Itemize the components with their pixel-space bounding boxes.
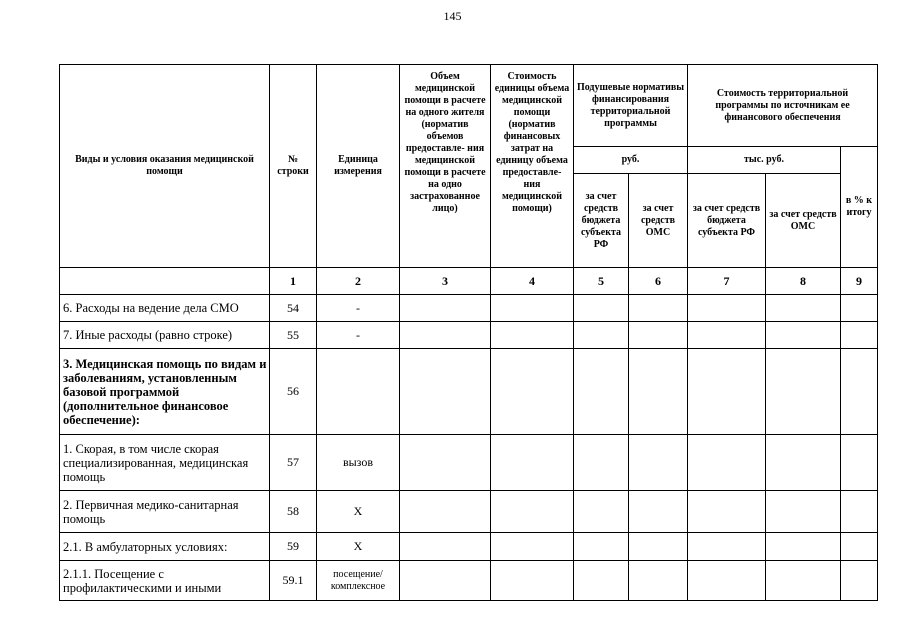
header-budget-rf-2: за счет средств бюджета субъекта РФ [688, 174, 766, 268]
row-number: 54 [270, 295, 317, 322]
row-number: 56 [270, 349, 317, 435]
table-row [60, 533, 878, 561]
header-thous-rub: тыс. руб. [688, 147, 841, 174]
table-row [60, 561, 878, 601]
column-number: 3 [400, 268, 491, 295]
row-unit: - [317, 295, 400, 322]
column-number: 8 [766, 268, 841, 295]
header-rub: руб. [574, 147, 688, 174]
column-number: 7 [688, 268, 766, 295]
column-number: 4 [491, 268, 574, 295]
header-oms: за счет средств ОМС [629, 174, 688, 268]
row-label: 1. Скорая, в том числе скорая специализированная, медицинская помощь [60, 435, 270, 491]
table-row [60, 322, 878, 349]
header-row-number: № строки [270, 65, 317, 268]
row-unit: - [317, 322, 400, 349]
column-number-blank [60, 268, 270, 295]
column-number: 5 [574, 268, 629, 295]
row-number: 57 [270, 435, 317, 491]
row-unit: посещение/ комплексное [317, 561, 400, 601]
table-row [60, 491, 878, 533]
header-cost: Стоимость единицы объема медицинской помощи (норматив финансовых затрат на единицу объема предоставле- ния медицинской помощи) [491, 65, 574, 268]
row-label: 7. Иные расходы (равно строке) [60, 322, 270, 349]
column-number: 9 [841, 268, 878, 295]
column-number: 2 [317, 268, 400, 295]
header-percent: в % к итогу [841, 147, 878, 268]
header-territorial-cost: Стоимость территориальной программы по источникам ее финансового обеспечения [688, 65, 878, 147]
row-label: 6. Расходы на ведение дела СМО [60, 295, 270, 322]
row-number: 59.1 [270, 561, 317, 601]
header-volume: Объем медицинской помощи в расчете на одного жителя (норматив объемов предоставле- ния медицинской помощи в расчете на одно застрахованное лицо) [400, 65, 491, 268]
table-row [60, 349, 878, 435]
row-unit [317, 349, 400, 435]
header-unit: Единица измерения [317, 65, 400, 268]
row-label: 3. Медицинская помощь по видам и заболеваниям, установленным базовой программой (дополнительное финансовое обеспечение): [60, 349, 270, 435]
column-number: 1 [270, 268, 317, 295]
row-unit: Х [317, 533, 400, 561]
header-types: Виды и условия оказания медицинской помощи [60, 65, 270, 268]
column-number-row [60, 268, 878, 295]
financing-table [59, 64, 878, 601]
row-number: 59 [270, 533, 317, 561]
table-row [60, 295, 878, 322]
header-oms-2: за счет средств ОМС [766, 174, 841, 268]
row-number: 55 [270, 322, 317, 349]
row-number: 58 [270, 491, 317, 533]
row-label: 2. Первичная медико-санитарная помощь [60, 491, 270, 533]
row-unit: вызов [317, 435, 400, 491]
header-per-capita: Подушевые нормативы финансирования территориальной программы [574, 65, 688, 147]
column-number: 6 [629, 268, 688, 295]
table-row [60, 435, 878, 491]
row-label: 2.1. В амбулаторных условиях: [60, 533, 270, 561]
header-budget-rf: за счет средств бюджета субъекта РФ [574, 174, 629, 268]
page-number: 145 [443, 9, 462, 23]
row-label: 2.1.1. Посещение с профилактическими и иными [60, 561, 270, 601]
row-unit: Х [317, 491, 400, 533]
